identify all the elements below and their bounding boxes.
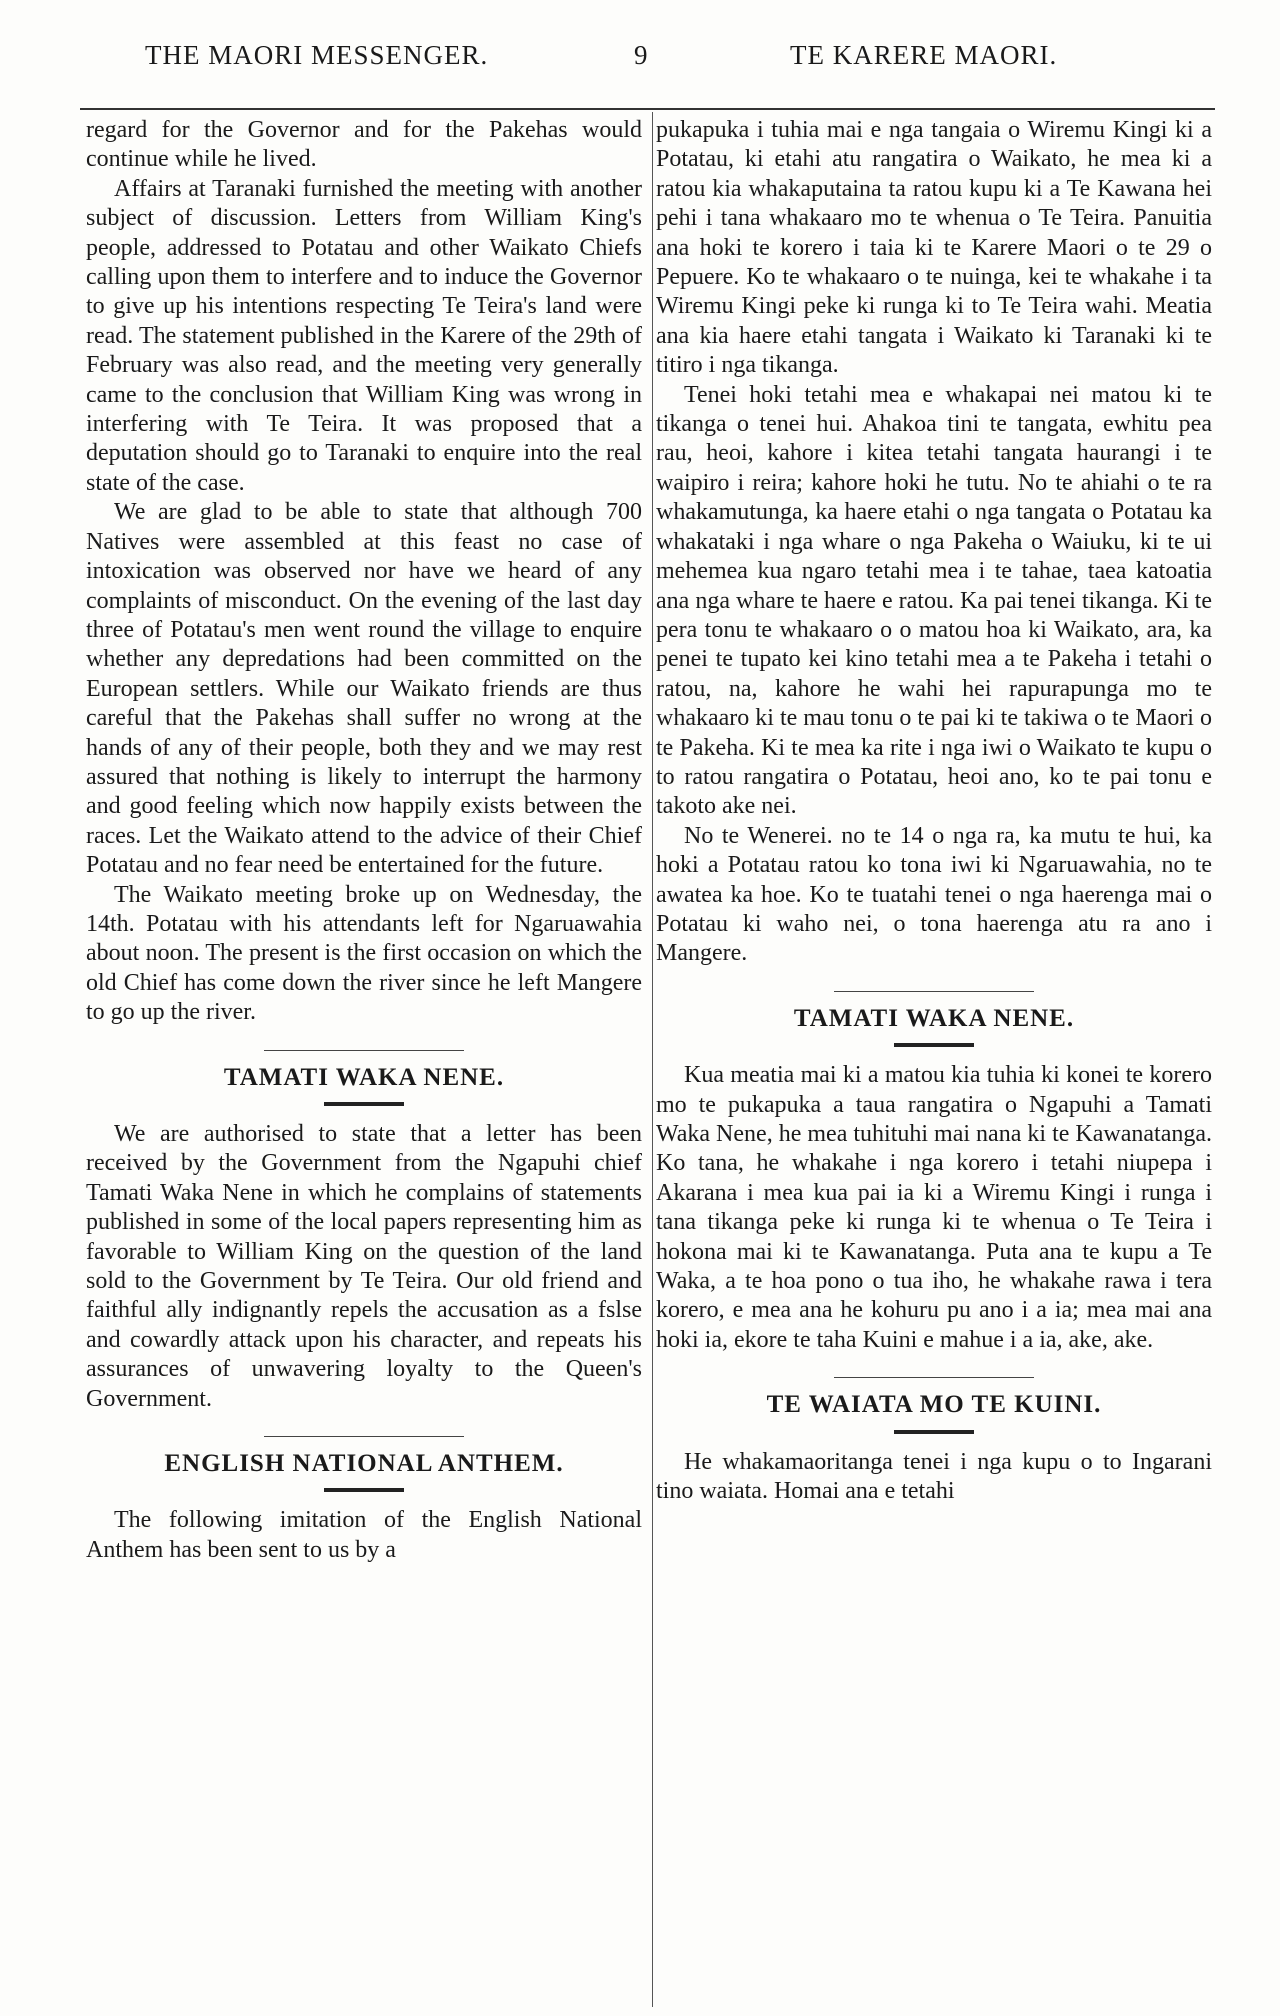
section-heading: TAMATI WAKA NENE. [793, 1004, 1075, 1032]
paragraph: We are authorised to state that a letter has been received by the Government from the Ngapuhi chief Tamati Waka Nene in which he complains of statements published in some of the local papers representing him as favorable to William King on the question of the land sold to the Government by Te Teira. Our old friend and faithful ally indignantly repels the accusation as a fslse and cowardly attack upon his character, and repeats his assurances of unwavering loyalty to the Queen's Government. [86, 1121, 642, 1412]
paragraph: regard for the Governor and for the Pakehas would continue while he lived. [86, 117, 642, 173]
page-number: 9 [634, 40, 649, 70]
section-rule [834, 1377, 1034, 1378]
column-divider [652, 112, 653, 2007]
heading-underline [324, 1488, 404, 1492]
article-tamati-waka-nene [86, 1050, 642, 1414]
paragraph: The Waikato meeting broke up on Wednesday, the 14th. Potatau with his attendants left for Ngaruawahia about noon. The present is the first occasion on which the old Chief has come down the river since he left Mangere to go up the river. [86, 881, 642, 1026]
article-english-national-anthem [86, 1436, 642, 1565]
article-tamati-waka-nene-maori [656, 991, 1212, 1355]
section-heading: TAMATI WAKA NENE. [223, 1063, 505, 1091]
section-rule [264, 1436, 464, 1437]
english-column [86, 116, 642, 1565]
paragraph: We are glad to be able to state that although 700 Natives were assembled at this feast no case of intoxication was observed nor have we heard of any complaints of misconduct. On the evening of the last day three of Potatau's men went round the village to enquire whether any depredations had been committed on the European settlers. While our Waikato friends are thus careful that the Pakehas shall suffer no wrong at the hands of any of their people, both they and we may rest assured that nothing is likely to interrupt the harmony and good feeling which now happily exists between the races. Let the Waikato attend to the advice of their Chief Potatau and no fear need be entertained for the future. [86, 499, 642, 879]
paragraph: Affairs at Taranaki furnished the meeting with another subject of discussion. Letters from William King's people, addressed to Potatau and other Waikato Chiefs calling upon them to interfere and to induce the Governor to give up his intentions respecting Te Teira's land were read. The statement published in the Karere of the 29th of February was also read, and the meeting very generally came to the conclusion that William King was wrong in interfering with Te Teira. It was proposed that a deputation should go to Taranaki to enquire into the real state of the case. [86, 175, 642, 496]
heading-underline [894, 1430, 974, 1434]
section-rule [834, 991, 1034, 992]
paragraph: Tenei hoki tetahi mea e whakapai nei matou ki te tikanga o tenei hui. Ahakoa tini te tangata, ewhitu pea rau, heoi, kahore i kitea tetahi tangata haurangi i te waipiro i reira; kahore hoki he tutu. No te ahiahi o te ra whakamutunga, ka haere etahi o nga tangata o Potatau ka whakataki i nga whare o nga Pakeha o Waiuku, ki te ui mehemea kua ngaro tetahi mea i te tahae, taea katoatia ana nga whare te haere e ratou. Ka pai tenei tikanga. Ki te pera tonu te whakaaro o o matou hoa ki Waikato, ara, ka penei te tupato kei kino tetahi mea a te Pakeha i tetahi o ratou, na, kahore he wahi hei rapurapunga mo te whakaaro ki te mau tonu o te pai ki te takiwa o te Maori o te Pakeha. Ki te mea ka rite i nga iwi o Waikato te kupu o to ratou rangatira o Potatau, heoi ano, ko te pai tonu e takoto ake nei. [656, 381, 1212, 820]
english-masthead: THE MAORI MESSENGER. [145, 40, 489, 70]
article-te-waiata-mo-te-kuini [656, 1377, 1212, 1506]
heading-underline [894, 1043, 974, 1047]
section-heading: TE WAIATA MO TE KUINI. [766, 1391, 1102, 1419]
maori-column [656, 116, 1212, 1506]
paragraph: The following imitation of the English National Anthem has been sent to us by a [86, 1507, 642, 1563]
paragraph: He whakamaoritanga tenei i nga kupu o to Ingarani tino waiata. Homai ana e tetahi [656, 1448, 1212, 1505]
header-rule [80, 108, 1215, 110]
paragraph: pukapuka i tuhia mai e nga tangaia o Wiremu Kingi ki a Potatau, ki etahi atu rangatira o Waikato, he mea ki a ratou kia whakaputaina ta ratou kupu ki a Te Kawana hei pehi i tana whakaaro mo te whenua o Te Teira. Panuitia ana hoki te korero i taia ki te Karere Maori o te 29 o Pepuere. Ko te whakaaro o te nuinga, kei te whakahe i ta Wiremu Kingi peke ki runga ki to Te Teira wahi. Meatia ana kia haere etahi tangata i Waikato ki Taranaki ki te titiro i nga tikanga. [656, 117, 1212, 379]
paragraph: Kua meatia mai ki a matou kia tuhia ki konei te korero mo te pukapuka a taua rangatira o Ngapuhi a Tamati Waka Nene, he mea tuhituhi mai nana ki te Kawanatanga. Ko tana, he whakahe i nga korero i tetahi niupepa i Akarana i mea kua pai ia ki a Wiremu Kingi i runga i tana tikanga peke ki runga ki te whenua o Te Teira i hokona mai ki te Kawanatanga. Puta ana te kupu a Te Waka, a te hoa pono o tua iho, he whakahe rawa i tera korero, e mea ana he kohuru pu ano i a ia; mea mai ana hoki ia, ekore te taha Kuini e mahue i a ia, ake, ake. [656, 1062, 1212, 1353]
maori-masthead: TE KARERE MAORI. [790, 40, 1058, 70]
paragraph: No te Wenerei. no te 14 o nga ra, ka mutu te hui, ka hoki a Potatau ratou ko tona iwi ki Ngaruawahia, no te awatea ka hoe. Ko te tuatahi tenei o nga haerenga mai o Potatau ki waho nei, o tona haerenga atu ra ano i Mangere. [656, 822, 1212, 967]
heading-underline [324, 1102, 404, 1106]
section-rule [264, 1050, 464, 1051]
page-header [0, 40, 1280, 80]
section-heading: ENGLISH NATIONAL ANTHEM. [164, 1450, 564, 1478]
